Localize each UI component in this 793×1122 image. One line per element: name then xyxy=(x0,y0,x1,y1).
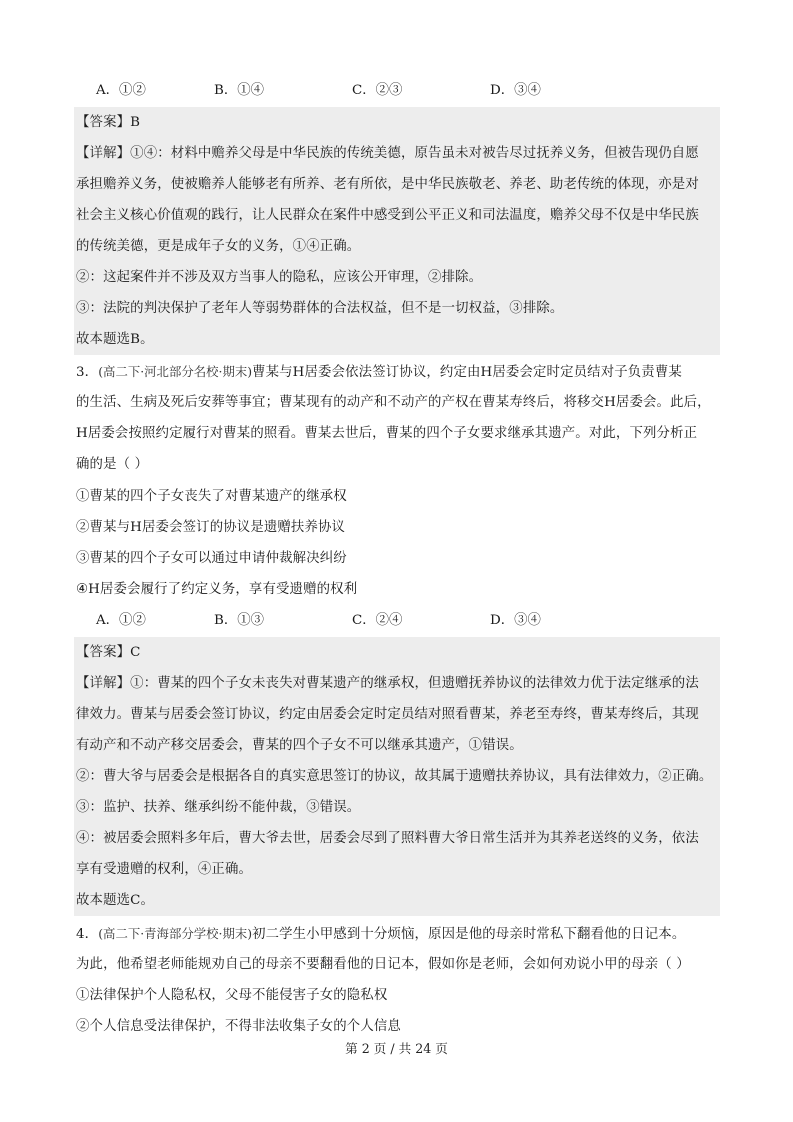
q3-options xyxy=(76,605,718,636)
q3-analysis-line: 有动产和不动产移交居委会，曹某的四个子女不可以继承其遗产，①错误。 xyxy=(74,730,720,761)
q3-option-b: B．①③ xyxy=(214,613,265,628)
q3-stem-line: H居委会按照约定履行对曹某的照看。曹某去世后，曹某的四个子女要求继承其遗产。对此，下列分析正 xyxy=(76,426,698,441)
q3-source: (高二下·河北部分名校·期末) xyxy=(98,364,253,379)
q3-number: 3． xyxy=(76,365,99,380)
q4-stem-line xyxy=(76,918,718,949)
q3-statement: ②曹某与H居委会签订的协议是遗赠扶养协议 xyxy=(76,520,346,535)
q3-stem-line: 的生活、生病及死后安葬等事宜；曹某现有的动产和不动产的产权在曹某寿终后，将移交H居委会。此后， xyxy=(76,395,711,410)
q4-statement: ①法律保护个人隐私权，父母不能侵害子女的隐私权 xyxy=(76,988,388,1003)
q2-option-a: A．①② xyxy=(96,83,146,98)
q3-option-a: A．①② xyxy=(96,613,146,628)
q3-analysis-line: 【详解】①：曹某的四个子女未丧失对曹某遗产的继承权，但遗赠抚养协议的法律效力优于法定继承的法 xyxy=(74,668,720,699)
q3-answer: 【答案】C xyxy=(74,637,720,668)
page-footer: 第 2 页 / 共 24 页 xyxy=(345,1041,448,1056)
q4-source: (高二下·青海部分学校·期末) xyxy=(98,926,253,941)
q2-options xyxy=(76,75,718,106)
q2-analysis-line: 的传统美德，更是成年子女的义务，①④正确。 xyxy=(74,231,720,262)
q3-statement: ④H居委会履行了约定义务，享有受遗赠的权利 xyxy=(76,582,358,597)
q2-analysis-line: 【详解】①④：材料中赡养父母是中华民族的传统美德，原告虽未对被告尽过抚养义务，但被告现仍自愿 xyxy=(74,138,720,169)
q3-analysis-line: ③：监护、扶养、继承纠纷不能仲裁，③错误。 xyxy=(74,792,720,823)
q3-conclusion: 故本题选C。 xyxy=(74,885,720,916)
q2-analysis-line: 社会主义核心价值观的践行，让人民群众在案件中感受到公平正义和司法温度，赡养父母不仅是中华民族 xyxy=(74,200,720,231)
q4-stem-line: 为此，他希望老师能规劝自己的母亲不要翻看他的日记本，假如你是老师，会如何劝说小甲的母亲（ ） xyxy=(76,957,690,972)
q3-option-d: D．③④ xyxy=(490,613,541,628)
q2-answer: 【答案】B xyxy=(74,107,720,138)
q3-analysis-line: 律效力。曹某与居委会签订协议，约定由居委会定时定员结对照看曹某，养老至寿终，曹某寿终后，其现 xyxy=(74,699,720,730)
q3-stem-line: 确的是（ ） xyxy=(76,457,149,472)
q3-statement: ③曹某的四个子女可以通过申请仲裁解决纠纷 xyxy=(76,551,347,566)
q2-analysis-line: ②：这起案件并不涉及双方当事人的隐私，应该公开审理，②排除。 xyxy=(74,262,720,293)
q3-option-c: C．②④ xyxy=(352,613,403,628)
q2-option-b: B．①④ xyxy=(214,83,265,98)
q2-analysis-line: ③：法院的判决保护了老年人等弱势群体的合法权益，但不是一切权益，③排除。 xyxy=(74,293,720,324)
q2-analysis-line: 承担赡养义务，使被赡养人能够老有所养、老有所依，是中华民族敬老、养老、助老传统的体现，亦是对 xyxy=(74,169,720,200)
q3-analysis-line: 享有受遗赠的权利，④正确。 xyxy=(74,854,720,885)
q4-statement: ②个人信息受法律保护，不得非法收集子女的个人信息 xyxy=(76,1019,401,1034)
q3-analysis-line: ④：被居委会照料多年后，曹大爷去世，居委会尽到了照料曹大爷日常生活并为其养老送终的义务，依法 xyxy=(74,823,720,854)
q2-conclusion: 故本题选B。 xyxy=(74,324,720,355)
q4-number: 4． xyxy=(76,927,99,942)
q2-option-c: C．②③ xyxy=(352,83,403,98)
q2-option-d: D．③④ xyxy=(490,83,541,98)
q3-stem-text: 曹某与H居委会依法签订协议，约定由H居委会定时定员结对子负责曹某 xyxy=(252,365,682,380)
q3-analysis-line: ②：曹大爷与居委会是根据各自的真实意思签订的协议，故其属于遗赠扶养协议，具有法律效力，②正确。 xyxy=(74,761,720,792)
q3-stem-line xyxy=(76,356,718,387)
q3-statement: ①曹某的四个子女丧失了对曹某遗产的继承权 xyxy=(76,489,347,504)
q4-stem-text: 初二学生小甲感到十分烦恼，原因是他的母亲时常私下翻看他的日记本。 xyxy=(252,927,686,942)
